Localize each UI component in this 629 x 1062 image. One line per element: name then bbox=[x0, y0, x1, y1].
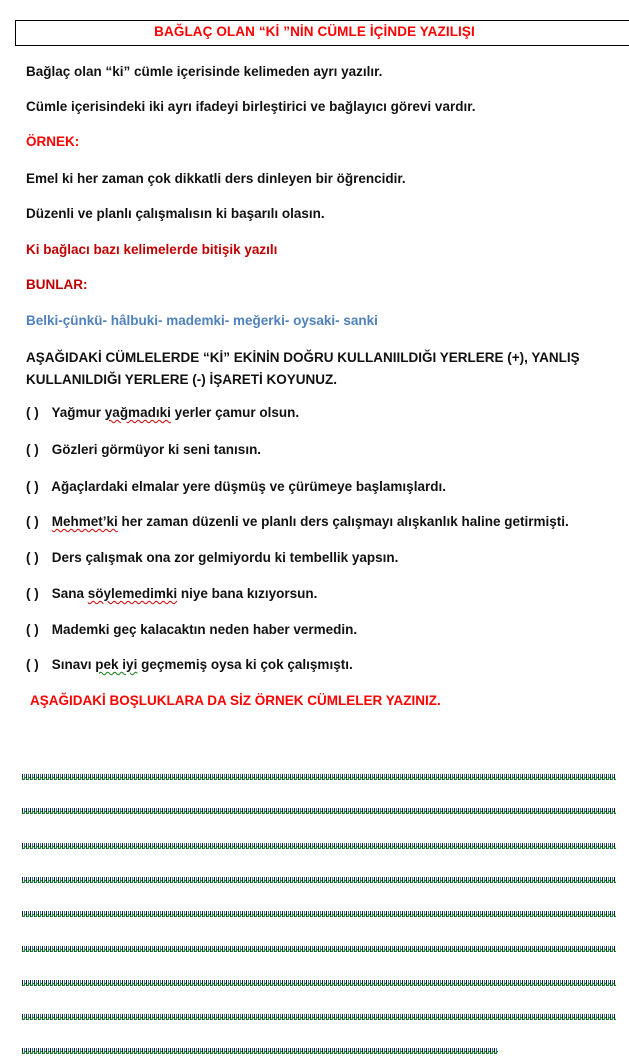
question-item bbox=[26, 657, 353, 672]
writing-line[interactable] bbox=[22, 843, 616, 849]
answer-blank[interactable]: ( ) bbox=[26, 657, 39, 672]
writing-line[interactable] bbox=[22, 1048, 498, 1054]
question-item bbox=[26, 514, 569, 529]
question-text: Sınavı bbox=[51, 657, 96, 672]
question-text: Sana bbox=[51, 586, 88, 601]
example-heading: ÖRNEK: bbox=[26, 134, 80, 149]
question-item bbox=[26, 479, 446, 494]
answer-blank[interactable]: ( ) bbox=[26, 479, 39, 494]
writing-heading: AŞAĞIDAKİ BOŞLUKLARA DA SİZ ÖRNEK CÜMLELER YAZINIZ. bbox=[30, 693, 441, 708]
question-text: Yağmur bbox=[51, 405, 105, 420]
answer-blank[interactable]: ( ) bbox=[26, 586, 39, 601]
question-text: niye bana kızıyorsun. bbox=[177, 586, 318, 601]
intro-line-2: Cümle içerisindeki iki ayrı ifadeyi birleştirici ve bağlayıcı görevi vardır. bbox=[26, 99, 476, 114]
attached-words-list: Belki-çünkü- hâlbuki- mademki- meğerki- oysaki- sanki bbox=[26, 313, 378, 328]
writing-line[interactable] bbox=[22, 774, 616, 780]
answer-blank[interactable]: ( ) bbox=[26, 622, 39, 637]
spelling-marked-word: söylemedimki bbox=[87, 586, 178, 601]
answer-blank[interactable]: ( ) bbox=[26, 442, 39, 457]
grammar-marked-word: pek iyi bbox=[95, 657, 138, 672]
question-item bbox=[26, 442, 261, 457]
answer-blank[interactable]: ( ) bbox=[26, 550, 39, 565]
question-text: Mademki geç kalacaktın neden haber vermedin. bbox=[51, 622, 358, 637]
question-item bbox=[26, 405, 299, 420]
writing-line[interactable] bbox=[22, 808, 616, 814]
question-text: her zaman düzenli ve planlı ders çalışmayı alışkanlık haline getirmişti. bbox=[117, 514, 569, 529]
question-item bbox=[26, 622, 357, 637]
answer-blank[interactable]: ( ) bbox=[26, 514, 39, 529]
writing-line[interactable] bbox=[22, 946, 616, 952]
writing-line[interactable] bbox=[22, 911, 616, 917]
writing-line[interactable] bbox=[22, 1014, 616, 1020]
attached-note: Ki bağlacı bazı kelimelerde bitişik yazılı bbox=[26, 242, 278, 257]
example-sentence-2: Düzenli ve planlı çalışmalısın ki başarılı olasın. bbox=[26, 206, 325, 221]
question-item bbox=[26, 586, 317, 601]
exercise-instruction: AŞAĞIDAKİ CÜMLELERDE “Kİ” EKİNİN DOĞRU KULLANIILDIĞI YERLERE (+), YANLIŞ KULLANILDIĞI YERLERE (-) İŞARETİ KOYUNUZ. bbox=[26, 350, 580, 387]
spelling-marked-word: yağmadıki bbox=[104, 405, 171, 420]
list-heading: BUNLAR: bbox=[26, 277, 88, 292]
spelling-marked-word: Mehmet’ki bbox=[51, 514, 118, 529]
question-text: Ağaçlardaki elmalar yere düşmüş ve çürümeye başlamışlardı. bbox=[51, 479, 446, 494]
writing-line[interactable] bbox=[22, 980, 616, 986]
question-text: yerler çamur olsun. bbox=[170, 405, 300, 420]
question-text: Ders çalışmak ona zor gelmiyordu ki tembellik yapsın. bbox=[51, 550, 399, 565]
question-item bbox=[26, 550, 398, 565]
writing-line[interactable] bbox=[22, 877, 616, 883]
intro-line-1: Bağlaç olan “ki” cümle içerisinde kelimeden ayrı yazılır. bbox=[26, 64, 383, 79]
example-sentence-1: Emel ki her zaman çok dikkatli ders dinleyen bir öğrencidir. bbox=[26, 171, 406, 186]
document-title: BAĞLAÇ OLAN “Kİ ”NİN CÜMLE İÇİNDE YAZILIŞI bbox=[154, 24, 475, 39]
question-text: Gözleri görmüyor ki seni tanısın. bbox=[51, 442, 262, 457]
question-text: geçmemiş oysa ki çok çalışmıştı. bbox=[137, 657, 353, 672]
answer-blank[interactable]: ( ) bbox=[26, 405, 39, 420]
